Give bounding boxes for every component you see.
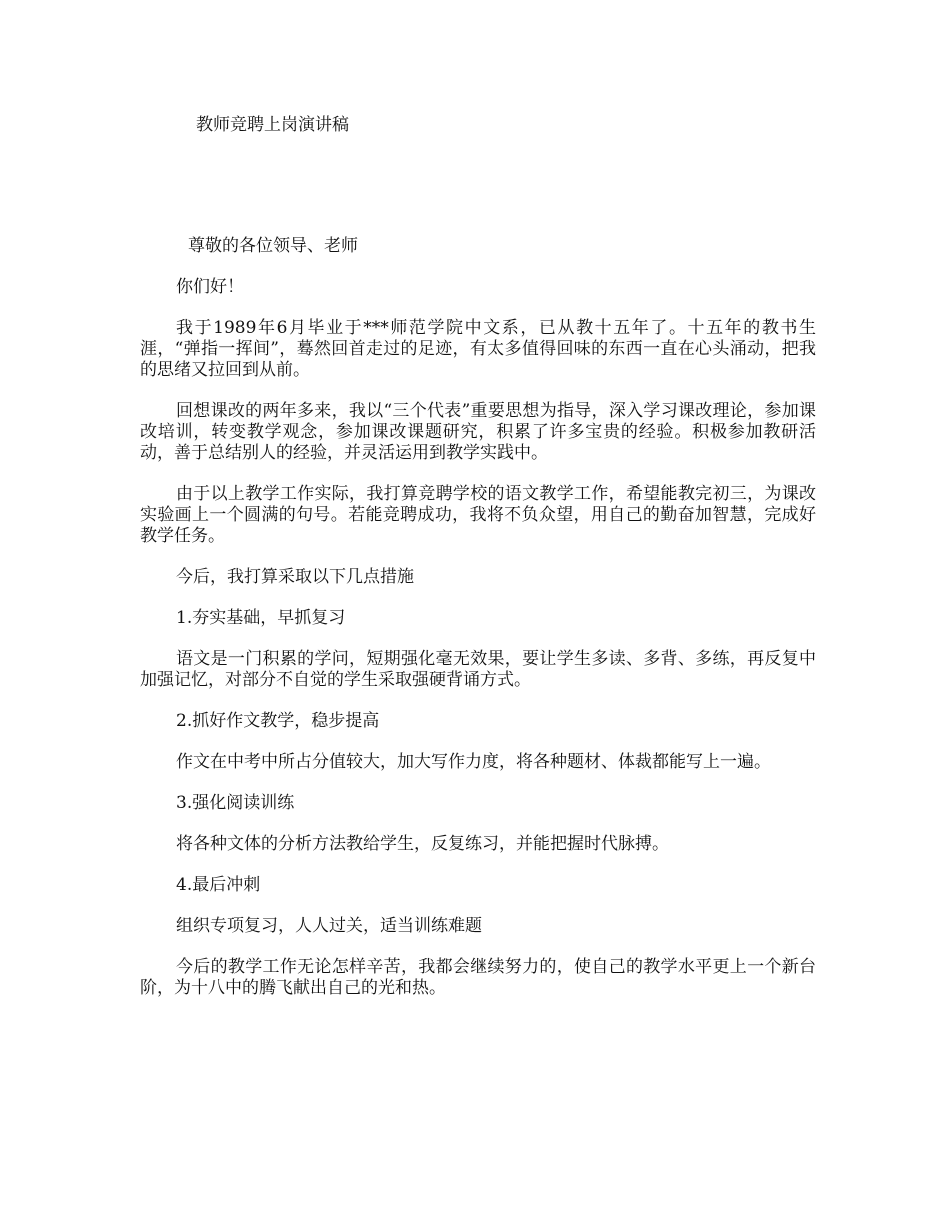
measure-text-2: 作文在中考中所占分值较大，加大写作力度，将各种题材、体裁都能写上一遍。 [176,752,771,772]
paragraph-measures-intro: 今后，我打算采取以下几点措施 [176,567,414,587]
measure-heading-4: 4.最后冲刺 [176,875,261,895]
measure-heading-1: 1.夯实基础，早抓复习 [176,608,346,628]
measure-text-4: 组织专项复习，人人过关，适当训练难题 [176,916,482,936]
paragraph-application: 由于以上教学工作实际，我打算竞聘学校的语文教学工作，希望能教完初三，为课改实验画上一个圆满的句号。若能竞聘成功，我将不负众望，用自己的勤奋加智慧，完成好教学任务。 [140,484,816,546]
paragraph-reform: 回想课改的两年多来，我以“三个代表”重要思想为指导，深入学习课改理论，参加课改培训，转变教学观念，参加课改课题研究，积累了许多宝贵的经验。积极参加教研活动，善于总结别人的经验，并灵活运用到教学实践中。 [140,401,816,463]
salutation: 尊敬的各位领导、老师 [188,236,358,256]
document-title: 教师竞聘上岗演讲稿 [196,115,349,135]
measure-heading-2: 2.抓好作文教学，稳步提高 [176,711,380,731]
measure-heading-3: 3.强化阅读训练 [176,793,295,813]
paragraph-intro: 我于1989年6月毕业于***师范学院中文系，已从教十五年了。十五年的教书生涯，“弹指一挥间”，蓦然回首走过的足迹，有太多值得回味的东西一直在心头涌动，把我的思绪又拉回到从前。 [140,318,816,380]
paragraph-closing: 今后的教学工作无论怎样辛苦，我都会继续努力的，使自己的教学水平更上一个新台阶，为十八中的腾飞献出自己的光和热。 [140,957,816,998]
measure-text-1: 语文是一门积累的学问，短期强化毫无效果，要让学生多读、多背、多练，再反复中加强记忆，对部分不自觉的学生采取强硬背诵方式。 [140,649,816,690]
document-body [140,236,816,1019]
greeting: 你们好！ [176,277,244,297]
measure-text-3: 将各种文体的分析方法教给学生，反复练习，并能把握时代脉搏。 [176,834,669,854]
